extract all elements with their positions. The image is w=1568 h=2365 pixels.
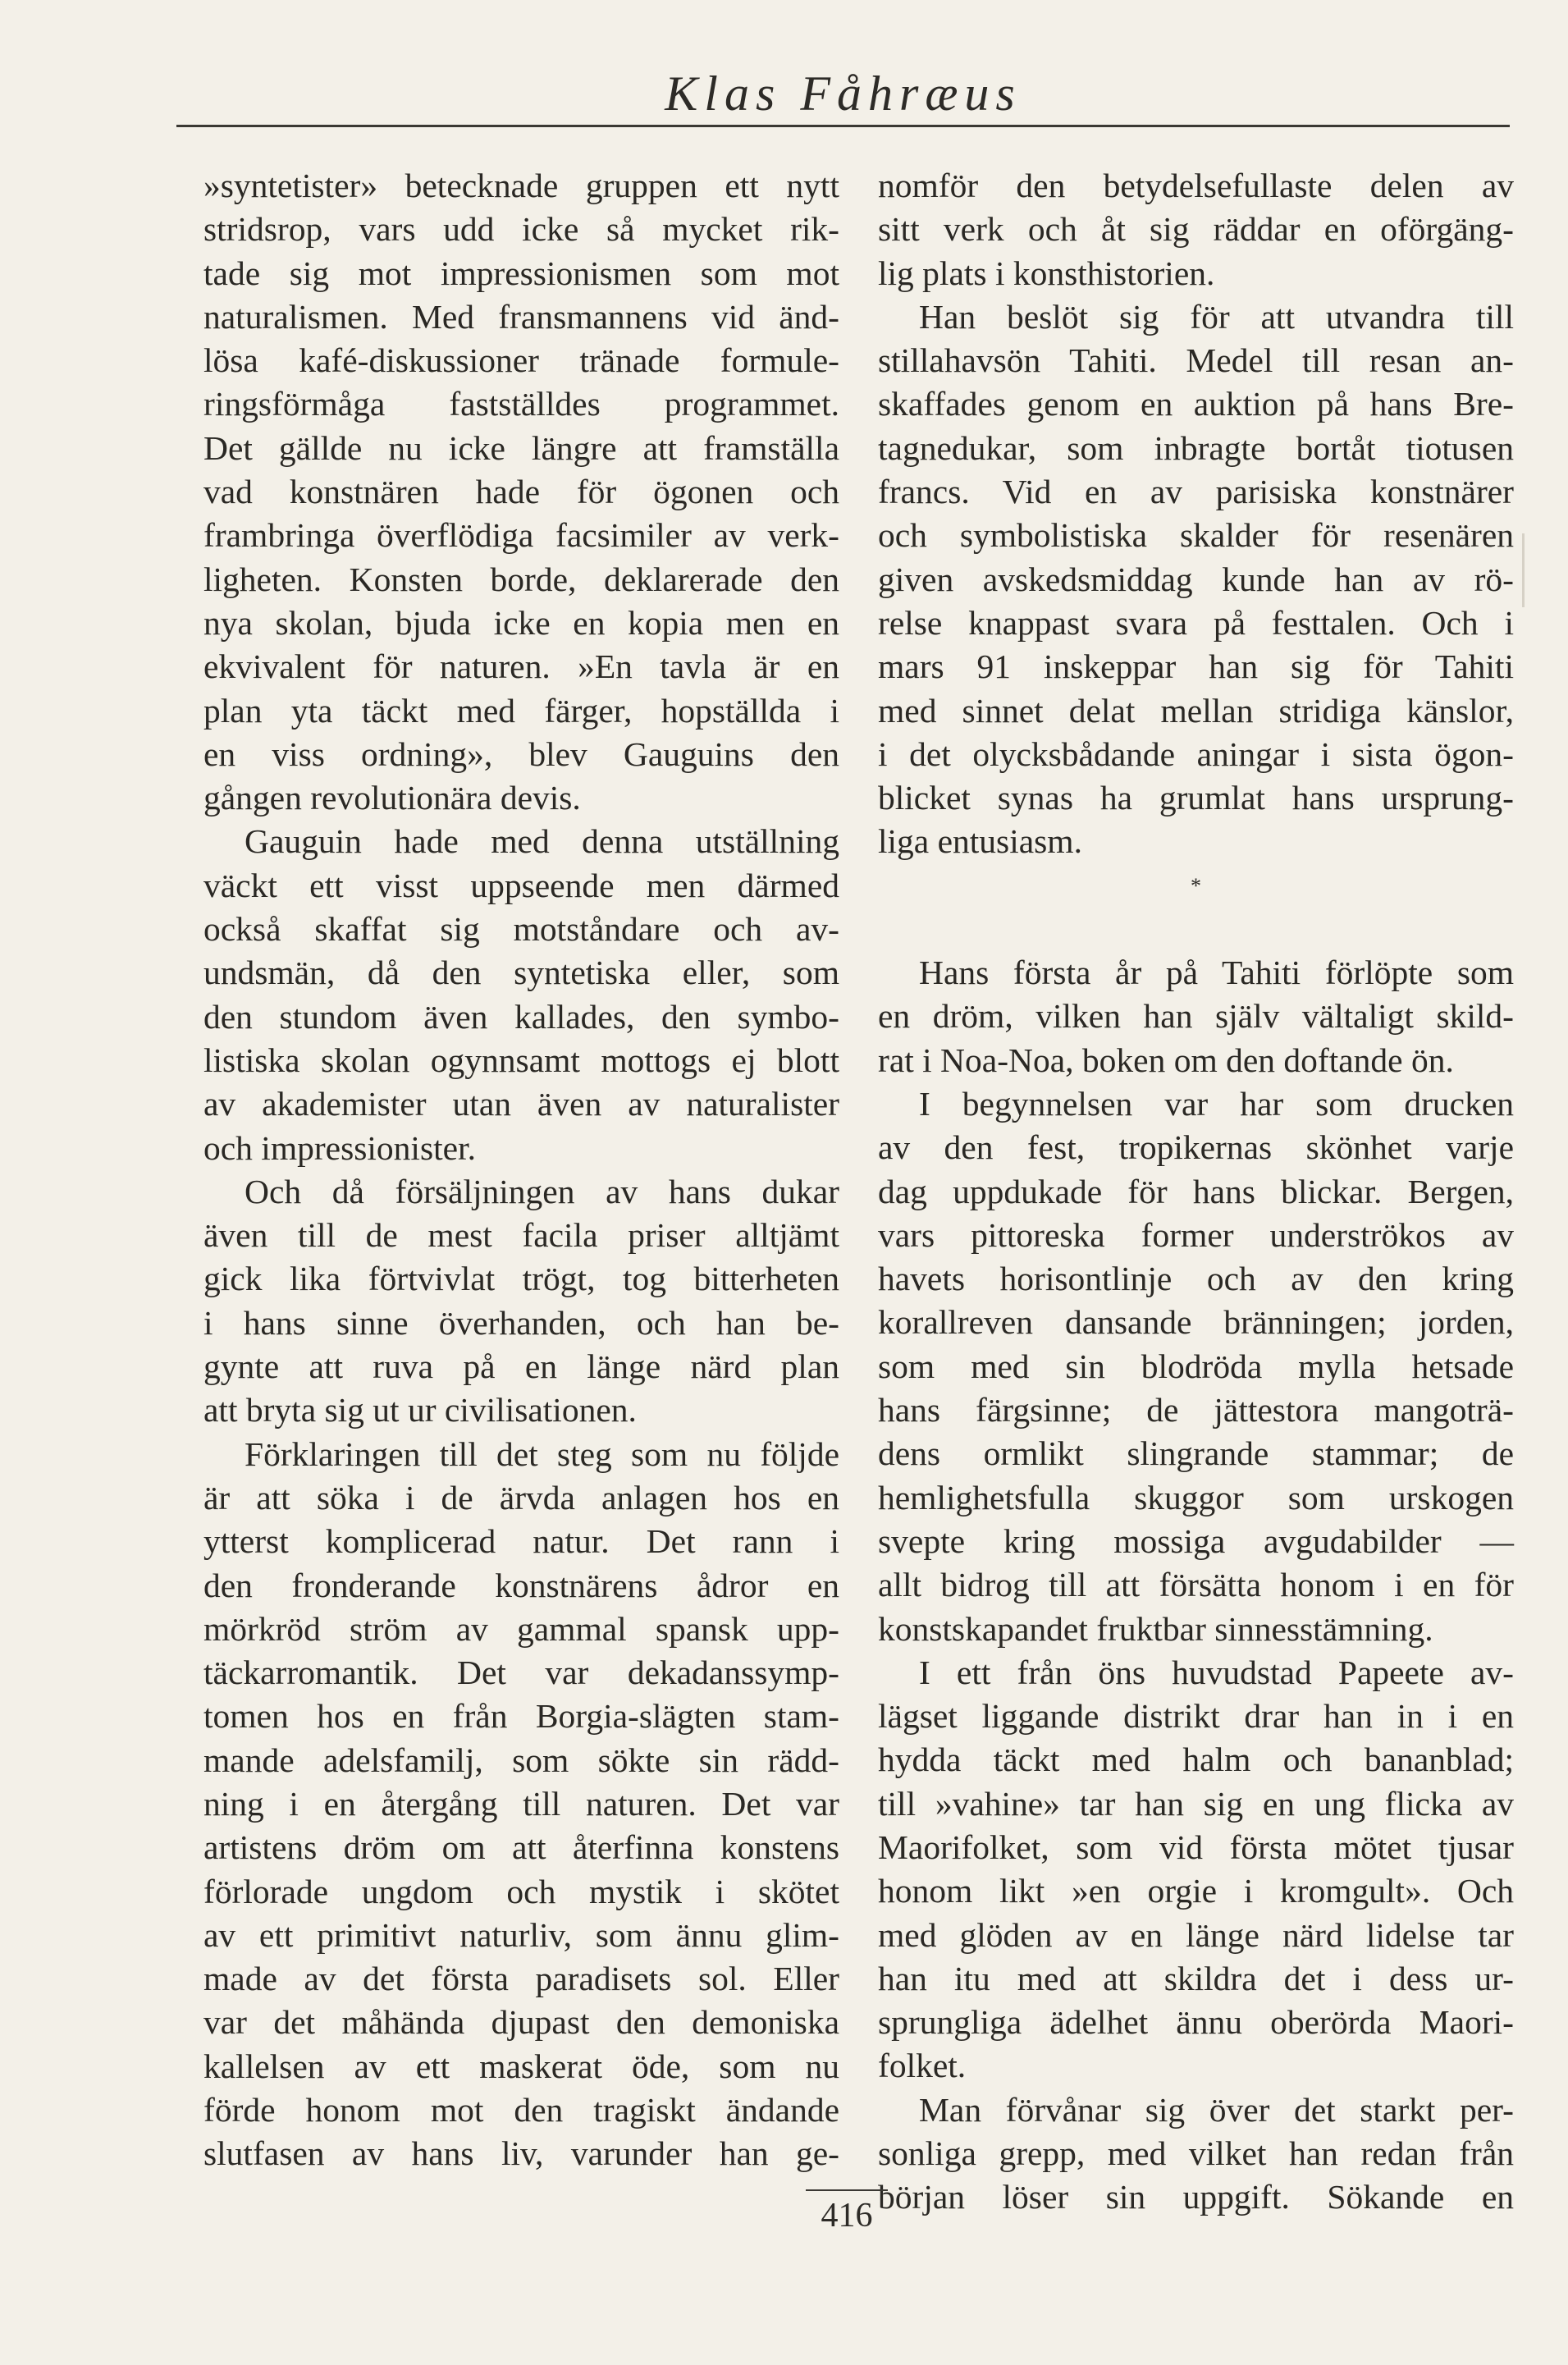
text-line: förde honom mot den tragiskt ändande <box>203 2091 839 2129</box>
section-divider: * <box>1191 873 1201 898</box>
text-line: made av det första paradisets sol. Eller <box>203 1960 839 1998</box>
text-line: den stundom även kallades, den symbo- <box>203 997 839 1036</box>
text-line: relse knappast svara på festtalen. Och i <box>878 603 1514 642</box>
text-line: folket. <box>878 2047 967 2085</box>
text-line: allt bidrog till att försätta honom i en för <box>878 1566 1514 1604</box>
page-number: 416 <box>806 2189 888 2235</box>
text-line: ligheten. Konsten borde, deklarerade den <box>203 560 839 598</box>
text-line: med glöden av en länge närd lidelse tar <box>878 1915 1514 1954</box>
text-line: av akademister utan även av naturalister <box>203 1085 839 1123</box>
text-line: lägset liggande distrikt drar han in i en <box>878 1697 1514 1736</box>
text-line: Hans första år på Tahiti förlöpte som <box>919 954 1514 992</box>
text-line: sonliga grepp, med vilket han redan från <box>878 2134 1514 2173</box>
text-line: en dröm, vilken han själv vältaligt skild- <box>878 997 1514 1036</box>
text-line: Gauguin hade med denna utställning <box>245 822 839 861</box>
text-line: lig plats i konsthistorien. <box>878 254 1215 292</box>
text-line: att bryta sig ut ur civilisationen. <box>203 1391 637 1430</box>
text-line: nomför den betydelsefullaste delen av <box>878 167 1514 204</box>
text-line: rat i Noa-Noa, boken om den doftande ön. <box>878 1041 1454 1079</box>
running-header <box>176 51 1510 127</box>
text-line: även till de mest facila priser alltjämt <box>203 1216 839 1255</box>
text-line: Förklaringen till det steg som nu följde <box>245 1434 839 1473</box>
right-column <box>878 164 1514 2220</box>
text-line: av ett primitivt naturliv, som ännu glim- <box>203 1915 839 1954</box>
text-line: sitt verk och åt sig räddar en oförgäng- <box>878 210 1514 249</box>
text-line: lösa kafé-diskussioner tränade formule- <box>203 341 839 380</box>
text-line: blicket synas ha grumlat hans ursprung- <box>878 779 1514 817</box>
text-line: och symbolistiska skalder för resenären <box>878 516 1514 555</box>
text-line: också skaffat sig motståndare och av- <box>203 910 839 949</box>
text-line: slutfasen av hans liv, varunder han ge- <box>203 2134 839 2173</box>
text-line: i det olycksbådande aningar i sista ögon- <box>878 734 1514 773</box>
text-line: var det måhända djupast den demoniska <box>203 2003 839 2042</box>
text-line: i hans sinne överhanden, och han be- <box>203 1303 839 1342</box>
text-line: vars pittoreska former underströkos av <box>878 1215 1514 1254</box>
text-line: artistens dröm om att återfinna konstens <box>203 1828 839 1867</box>
text-line: den fronderande konstnärens ådror en <box>203 1566 839 1604</box>
text-line: listiska skolan ogynnsamt mottogs ej blott <box>203 1041 839 1079</box>
text-line: är att söka i de ärvda anlagen hos en <box>203 1478 839 1516</box>
text-line: francs. Vid en av parisiska konstnärer <box>878 473 1514 511</box>
text-line: till »vahine» tar han sig en ung flicka av <box>878 1784 1514 1823</box>
paper-edge-mark <box>1522 533 1525 607</box>
text-line: Han beslöt sig för att utvandra till <box>919 297 1514 336</box>
text-line: Maorifolket, som vid första mötet tjusar <box>878 1828 1514 1866</box>
text-line: dag uppdukade för hans blickar. Bergen, <box>878 1172 1514 1210</box>
text-line: nya skolan, bjuda icke en kopia men en <box>203 603 839 642</box>
text-line: given avskedsmiddag kunde han av rö- <box>878 560 1514 598</box>
text-line: vad konstnären hade för ögonen och <box>203 473 839 511</box>
text-line: Och då försäljningen av hans dukar <box>245 1172 839 1210</box>
text-line: hans färgsinne; de jättestora mangoträ- <box>878 1391 1514 1430</box>
text-line: Man förvånar sig över det starkt per- <box>919 2090 1514 2129</box>
text-line: mars 91 inskeppar han sig för Tahiti <box>878 647 1514 686</box>
text-line: I ett från öns huvudstad Papeete av- <box>919 1653 1514 1691</box>
text-line: havets horisontlinje och av den kring <box>878 1260 1514 1298</box>
text-line: en viss ordning», blev Gauguins den <box>203 734 839 773</box>
text-line: mande adelsfamilj, som sökte sin rädd- <box>203 1741 839 1779</box>
text-line: I begynnelsen var har som drucken <box>919 1084 1514 1123</box>
text-line: undsmän, då den syntetiska eller, som <box>203 954 839 992</box>
text-line: skaffades genom en auktion på hans Bre- <box>878 385 1514 423</box>
text-line: liga entusiasm. <box>878 822 1082 861</box>
text-line: tade sig mot impressionismen som mot <box>203 254 839 292</box>
text-line: kallelsen av ett maskerat öde, som nu <box>203 2047 839 2085</box>
text-line: gick lika förtvivlat trögt, tog bitterheten <box>203 1260 839 1298</box>
text-line: som med sin blodröda mylla hetsade <box>878 1347 1514 1385</box>
text-line: tomen hos en från Borgia-slägten stam- <box>203 1697 839 1736</box>
text-line: ekvivalent för naturen. »En tavla är en <box>203 647 839 686</box>
text-line: honom likt »en orgie i kromgult». Och <box>878 1872 1514 1910</box>
text-line: hemlighetsfulla skuggor som urskogen <box>878 1478 1514 1516</box>
text-line: naturalismen. Med fransmannens vid änd- <box>203 297 839 336</box>
text-line: han itu med att skildra det i dess ur- <box>878 1959 1514 1997</box>
text-line: stridsrop, vars udd icke så mycket rik- <box>203 210 839 249</box>
text-line: täckarromantik. Det var dekadanssymp- <box>203 1654 839 1692</box>
text-line: gynte att ruva på en länge närd plan <box>203 1347 839 1386</box>
text-line: frambringa överflödiga facsimiler av verk- <box>203 516 839 555</box>
text-line: svepte kring mossiga avgudabilder — <box>878 1521 1514 1560</box>
text-line: början löser sin uppgift. Sökande en <box>878 2178 1514 2216</box>
text-line: plan yta täckt med färger, hopställda i <box>203 691 839 730</box>
left-column <box>203 164 839 2176</box>
text-line: och impressionister. <box>203 1128 476 1167</box>
text-line: ytterst komplicerad natur. Det rann i <box>203 1522 839 1561</box>
text-line: förlorade ungdom och mystik i skötet <box>203 1872 839 1910</box>
text-line: stillahavsön Tahiti. Medel till resan an- <box>878 341 1514 380</box>
text-line: sprungliga ädelhet ännu oberörda Maori- <box>878 2003 1514 2042</box>
text-line: korallreven dansande bränningen; jorden, <box>878 1303 1514 1342</box>
text-line: av den fest, tropikernas skönhet varje <box>878 1128 1514 1167</box>
text-line: tagnedukar, som inbragte bortåt tiotusen <box>878 428 1514 467</box>
text-line: med sinnet delat mellan stridiga känslor, <box>878 691 1514 730</box>
text-line: mörkröd ström av gammal spansk upp- <box>203 1609 839 1648</box>
text-line: hydda täckt med halm och bananblad; <box>878 1741 1514 1779</box>
text-line: ringsförmåga fastställdes programmet. <box>203 385 839 423</box>
text-line: gången revolutionära devis. <box>203 779 581 817</box>
text-line: »syntetister» betecknade gruppen ett nytt <box>203 167 839 204</box>
text-line: konstskapandet fruktbar sinnesstämning. <box>878 1609 1433 1648</box>
text-line: dens ormlikt slingrande stammar; de <box>878 1434 1514 1473</box>
text-line: Det gällde nu icke längre att framställa <box>203 428 839 467</box>
text-line: väckt ett visst uppseende men därmed <box>203 866 839 904</box>
running-title: Klas Fåhræus <box>665 66 1022 121</box>
spacer <box>878 908 1514 951</box>
text-line: ning i en återgång till naturen. Det var <box>203 1784 839 1823</box>
